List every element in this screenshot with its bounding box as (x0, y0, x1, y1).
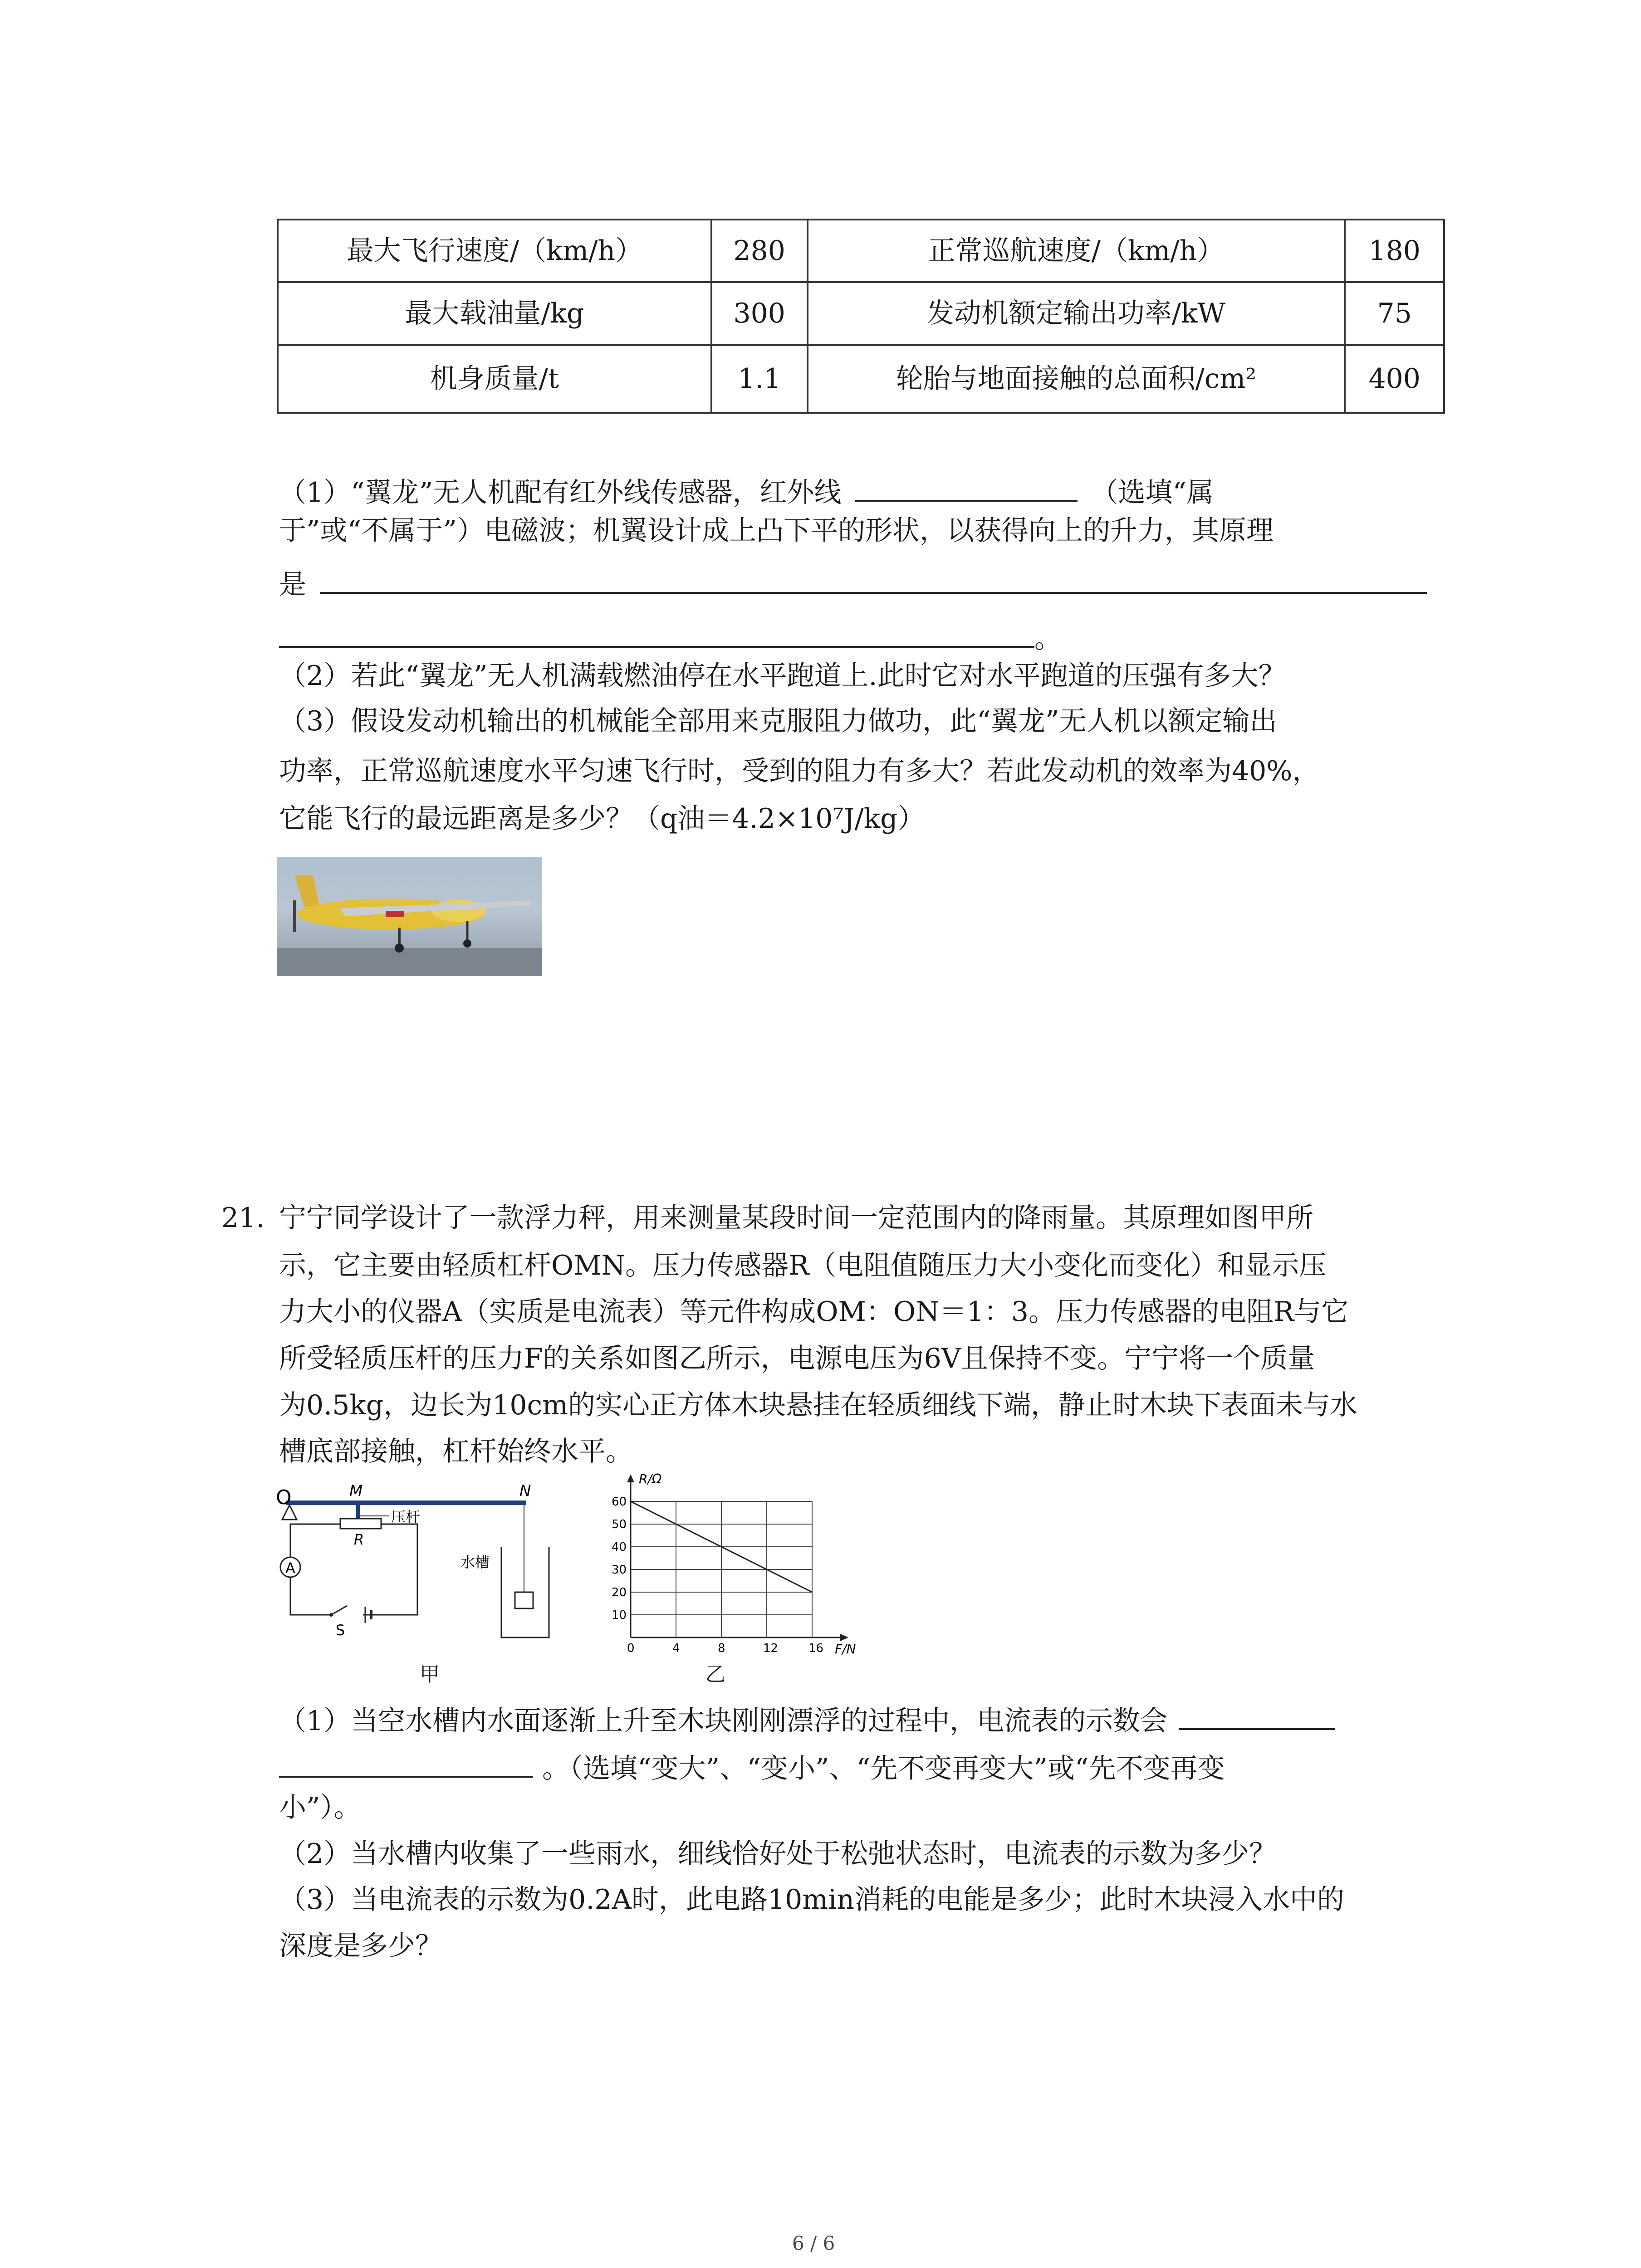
q21-part3-line1: （3）当电流表的示数为0.2A时，此电路10min消耗的电能是多少；此时木块浸入水中的 (279, 1884, 1344, 1916)
q20-part1-line4 (279, 618, 1062, 655)
figure-jia-circuit (272, 1483, 581, 1656)
q21-stem-line5: 为0.5kg，边长为10cm的实心正方体木块悬挂在轻质细线下端，静止时木块下表面未与水 (279, 1389, 1358, 1421)
x-tick-label: 12 (763, 1642, 779, 1655)
spec-table (277, 219, 1445, 414)
x-tick-label: 0 (627, 1642, 635, 1655)
table-cell: 最大飞行速度/（km/h） (278, 220, 711, 282)
answer-blank (855, 472, 1078, 502)
q20-part3-line1: （3）假设发动机输出的机械能全部用来克服阻力做功，此“翼龙”无人机以额定输出 (279, 705, 1277, 737)
x-tick-label: 8 (718, 1642, 725, 1655)
x-axis-arrow-icon (840, 1634, 848, 1641)
q21-number: 21. (221, 1202, 265, 1234)
x-tick-label: 4 (672, 1642, 680, 1655)
chart-xlabel: F/N (835, 1642, 856, 1657)
q21-part1-text: （1）当空水槽内水面逐渐上升至木块刚刚漂浮的过程中，电流表的示数会 (279, 1705, 1168, 1737)
q21-stem-line2: 示，它主要由轻质杠杆OMN。压力传感器R（电阻值随压力大小变化而变化）和显示压 (279, 1250, 1327, 1281)
figure-yi-chart (594, 1470, 867, 1660)
table-cell: 1.1 (711, 345, 808, 413)
chart-grid (631, 1501, 812, 1637)
chart-ticks (612, 1495, 823, 1655)
q20-part1-text: 是 (279, 569, 306, 601)
table-cell: 轮胎与地面接触的总面积/cm² (808, 345, 1345, 413)
q21-stem-line6: 槽底部接触，杠杆始终水平。 (279, 1436, 633, 1467)
y-tick-label: 10 (612, 1608, 627, 1622)
drone-illustration (277, 857, 542, 976)
label-m: M (349, 1483, 363, 1500)
q21-stem-line1: 宁宁同学设计了一款浮力秤，用来测量某段时间一定范围内的降雨量。其原理如图甲所 (279, 1202, 1313, 1234)
page-number: 6 / 6 (792, 2232, 835, 2254)
answer-blank (1179, 1700, 1335, 1730)
table-cell: 180 (1345, 220, 1444, 282)
table-row (278, 282, 1444, 345)
table-cell: 机身质量/t (278, 345, 711, 413)
q20-part2: （2）若此“翼龙”无人机满载燃油停在水平跑道上.此时它对水平跑道的压强有多大？ (279, 660, 1286, 692)
y-tick-label: 40 (612, 1540, 627, 1554)
y-tick-label: 60 (612, 1495, 627, 1509)
label-press-rod: 压杆 (391, 1508, 421, 1525)
q21-stem-line4: 所受轻质压杆的压力F的关系如图乙所示，电源电压为6V且保持不变。宁宁将一个质量 (279, 1343, 1315, 1374)
q20-part3-line3: 它能飞行的最远距离是多少？（q油＝4.2×10⁷J/kg） (279, 803, 925, 835)
label-ammeter: A (285, 1559, 295, 1577)
q20-part3-line2: 功率，正常巡航速度水平匀速飞行时，受到的阻力有多大？若此发动机的效率为40%， (279, 755, 1320, 787)
label-n: N (519, 1483, 531, 1500)
y-tick-label: 30 (612, 1563, 627, 1577)
table-cell: 300 (711, 282, 808, 345)
label-tank: 水槽 (460, 1554, 490, 1571)
y-axis-arrow-icon (627, 1474, 634, 1482)
table-row (278, 345, 1444, 413)
q21-stem-line3: 力大小的仪器A（实质是电流表）等元件构成OM：ON＝1：3。压力传感器的电阻R与它 (279, 1296, 1349, 1328)
answer-blank (279, 1748, 533, 1778)
x-tick-label: 16 (808, 1642, 824, 1655)
table-cell: 正常巡航速度/（km/h） (808, 220, 1345, 282)
label-switch: S (336, 1622, 345, 1639)
chart-ylabel: R/Ω (639, 1471, 662, 1486)
table-cell: 75 (1345, 282, 1444, 345)
label-o: O (276, 1486, 292, 1509)
q20-part1-text: （选填“属 (1091, 477, 1214, 508)
wood-block (515, 1592, 533, 1608)
lever-bar (286, 1501, 526, 1505)
q21-part2: （2）当水槽内收集了一些雨水，细线恰好处于松弛状态时，电流表的示数为多少？ (279, 1838, 1277, 1870)
sensor-r (340, 1519, 381, 1529)
caption-jia: 甲 (420, 1663, 440, 1686)
table-cell: 280 (711, 220, 808, 282)
q20-part1-line3 (279, 564, 1427, 601)
table-cell: 400 (1345, 345, 1444, 413)
q20-part1-line2: 于”或“不属于”）电磁波；机翼设计成上凸下平的形状，以获得向上的升力，其原理 (279, 515, 1274, 547)
press-rod (356, 1505, 360, 1519)
switch-icon (331, 1606, 347, 1615)
answer-blank (320, 564, 1427, 594)
q21-part1-line3: 小”）。 (279, 1792, 361, 1823)
table-cell: 最大载油量/kg (278, 282, 711, 345)
q20-part1-text: （1）“翼龙”无人机配有红外线传感器，红外线 (279, 477, 842, 508)
q21-part1-line2 (279, 1748, 1225, 1782)
chart-axes (627, 1474, 848, 1641)
y-tick-label: 20 (612, 1586, 627, 1599)
table-cell: 发动机额定输出功率/kW (808, 282, 1345, 345)
q21-part1-line1 (279, 1700, 1335, 1735)
q21-part3-line2: 深度是多少？ (279, 1930, 442, 1962)
label-r: R (354, 1531, 364, 1548)
y-tick-label: 50 (612, 1518, 627, 1531)
q20-part1-text: 。 (1034, 623, 1062, 655)
table-row (278, 220, 1444, 282)
drone-photo (277, 857, 542, 976)
caption-yi: 乙 (705, 1663, 725, 1686)
q21-part1-text: 。（选填“变大”、“变小”、“先不变再变大”或“先不变再变 (542, 1753, 1225, 1784)
q20-part1-line1 (279, 472, 1214, 506)
answer-blank (279, 618, 1034, 648)
